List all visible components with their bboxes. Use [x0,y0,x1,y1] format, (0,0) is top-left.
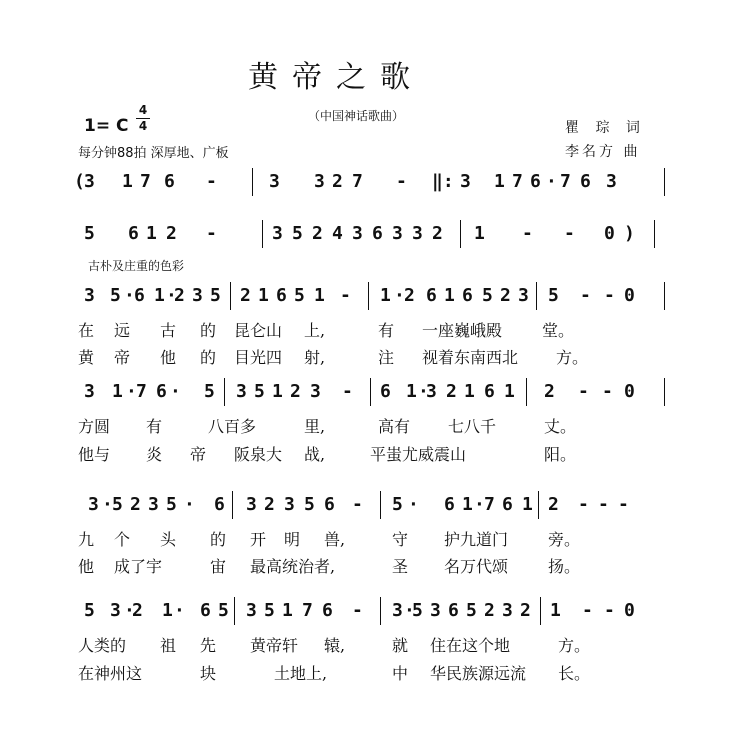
lyric: 他 [160,348,177,367]
note: 2 [446,381,457,402]
note: - [580,285,591,306]
note: 6 [128,223,139,244]
note: 1 [444,285,455,306]
lyricist-credit: 瞿 琮 词 [565,120,646,136]
note: 5 [166,494,177,515]
note: - [352,494,363,515]
note: 2 [174,285,185,306]
notation-row [74,284,674,314]
barline [538,491,539,519]
note: 5 [392,494,403,515]
note: 5 [110,285,121,306]
note: 6 [444,494,455,515]
note: 2 [166,223,177,244]
note: 2 [404,285,415,306]
note: - [598,494,609,515]
note: 3 [272,223,283,244]
lyric-row [74,633,674,655]
lyric-row [74,442,674,464]
lyric: 扬。 [548,557,581,576]
note: 5 [112,494,123,515]
note: 2 [130,494,141,515]
note: 6 [276,285,287,306]
lyric-row [74,554,674,576]
barline [234,597,235,625]
lyric: 人类的 [78,636,127,655]
note: 6 [372,223,383,244]
lyric: 炎 [146,445,163,464]
note: 5 [548,285,559,306]
note: 7 [560,171,571,192]
note: 2 [264,494,275,515]
note: 1 [154,285,165,306]
lyric: 战, [304,445,326,464]
lyric: 堂。 [542,321,575,340]
barline [664,282,665,310]
time-signature [136,104,150,133]
note: 5 [304,494,315,515]
note: 3 [84,285,95,306]
note: 1 [282,600,293,621]
note: 1 [272,381,283,402]
note: 7 [512,171,523,192]
barline [230,282,231,310]
note: - [564,223,575,244]
lyric: 有 [146,417,163,436]
note: 5 [292,223,303,244]
lyric: 祖 [160,636,177,655]
note: · [124,285,135,306]
note: 6 [156,381,167,402]
note: · [126,381,137,402]
note: 6 [134,285,145,306]
barline [380,597,381,625]
note: 3 [236,381,247,402]
lyric: 宙 [210,557,227,576]
lyric: 兽, [324,530,346,549]
note: ) [624,223,635,244]
composer-credit: 李名方 曲 [565,144,641,160]
note: 3 [284,494,295,515]
note: - [342,381,353,402]
lyric: 方。 [556,348,589,367]
note: 3 [460,171,471,192]
note: · [408,494,419,515]
note: 1 [122,171,133,192]
note: 6 [214,494,225,515]
note: 2 [132,600,143,621]
time-signature-top: 4 [138,103,148,117]
note: 1 [146,223,157,244]
note: 1 [314,285,325,306]
note: 5 [84,600,95,621]
note: 7 [136,381,147,402]
barline [370,378,371,406]
lyric: 注 [378,348,395,367]
note: 5 [218,600,229,621]
lyric-row [74,661,674,683]
lyric: 先 [200,636,217,655]
note: ‖: [432,171,454,192]
time-signature-bottom: 4 [138,119,148,133]
note: 3 [430,600,441,621]
lyric: 古 [160,321,177,340]
note: 1 [504,381,515,402]
note: 3 [310,381,321,402]
note: 3 [269,171,280,192]
lyric: 旁。 [548,530,581,549]
note: 3 [518,285,529,306]
note: · [418,381,429,402]
lyric: 里, [304,417,326,436]
note: 3 [606,171,617,192]
note: · [474,494,485,515]
lyric: 明 [284,530,301,549]
note: 5 [204,381,215,402]
lyric: 成了宇 [114,557,163,576]
notation-row [74,222,674,252]
note: 2 [290,381,301,402]
note: 0 [604,223,615,244]
lyric: 阪泉大 [234,445,283,464]
lyric: 他与 [78,445,111,464]
lyric: 长。 [558,664,591,683]
note: 2 [312,223,323,244]
lyric: 在神州这 [78,664,143,683]
note: 5 [412,600,423,621]
lyric: 昆仑山 [234,321,283,340]
note: 1 [380,285,391,306]
note: 3 [110,600,121,621]
lyric: 名万代颂 [444,557,509,576]
lyric: 的 [200,348,217,367]
note: 1 [474,223,485,244]
barline [368,282,369,310]
lyric: 九 [78,530,95,549]
note: 6 [200,600,211,621]
note: · [170,381,181,402]
barline [526,378,527,406]
note: 7 [352,171,363,192]
note: 5 [466,600,477,621]
note: 1 [462,494,473,515]
note: · [102,494,113,515]
note: 6 [380,381,391,402]
lyric: 视着东南西北 [422,348,519,367]
note: - [206,171,217,192]
lyric: 华民族源远流 [430,664,527,683]
lyric: 有 [378,321,395,340]
note: 1 [522,494,533,515]
note: 2 [332,171,343,192]
barline [664,378,665,406]
note: 1 [550,600,561,621]
note: 3 [412,223,423,244]
note: 1 [112,381,123,402]
note: 3 [392,223,403,244]
note: - [582,600,593,621]
note: ( [74,171,85,192]
lyric: 护九道门 [444,530,509,549]
notation-row [74,170,674,200]
lyric: 圣 [392,557,409,576]
lyric: 的 [200,321,217,340]
note: 6 [502,494,513,515]
lyric: 帝 [114,348,131,367]
note: - [604,285,615,306]
barline [460,220,461,248]
note: 2 [432,223,443,244]
note: 2 [484,600,495,621]
lyric: 的 [210,530,227,549]
barline [262,220,263,248]
note: 1 [258,285,269,306]
note: · [404,600,415,621]
note: 5 [482,285,493,306]
lyric: 高有 [378,417,411,436]
lyric: 方圆 [78,417,111,436]
lyric: 块 [200,664,217,683]
note: - [206,223,217,244]
note: 4 [332,223,343,244]
note: 3 [502,600,513,621]
lyric: 头 [160,530,177,549]
note: 7 [302,600,313,621]
note: 2 [548,494,559,515]
lyric: 远 [114,321,131,340]
note: 2 [520,600,531,621]
note: 3 [392,600,403,621]
note: - [522,223,533,244]
note: 3 [84,171,95,192]
lyric: 目光四 [234,348,283,367]
lyric: 帝 [190,445,207,464]
lyric: 丈。 [544,417,577,436]
note: 1 [464,381,475,402]
lyric: 射, [304,348,326,367]
lyric: 辕, [324,636,346,655]
lyric: 一座巍峨殿 [422,321,503,340]
note: 3 [314,171,325,192]
note: · [166,285,177,306]
note: - [604,600,615,621]
lyric: 个 [114,530,131,549]
note: 3 [246,600,257,621]
tempo-marking: 每分钟88拍 深厚地、广板 [78,146,229,161]
lyric: 他 [78,557,95,576]
note: 1 [494,171,505,192]
note: 3 [352,223,363,244]
lyric-row [74,318,674,340]
lyric: 平蚩尤威震山 [370,445,467,464]
barline [252,168,253,196]
note: 1 [162,600,173,621]
note: 5 [254,381,265,402]
note: 3 [192,285,203,306]
note: · [546,171,557,192]
note: - [578,381,589,402]
note: 3 [148,494,159,515]
lyric: 八百多 [208,417,257,436]
note: · [124,600,135,621]
lyric: 方。 [558,636,591,655]
notation-row [74,493,674,523]
subtitle: （中国神话歌曲） [308,109,405,123]
note: 6 [426,285,437,306]
lyric: 最高统治者, [250,557,336,576]
note: 5 [210,285,221,306]
note: 7 [484,494,495,515]
lyric-row [74,414,674,436]
note: · [394,285,405,306]
barline [540,597,541,625]
note: 3 [246,494,257,515]
note: · [184,494,195,515]
note: - [618,494,629,515]
note: 3 [426,381,437,402]
note: 5 [264,600,275,621]
lyric: 中 [392,664,409,683]
note: 2 [240,285,251,306]
lyric: 守 [392,530,409,549]
note: 0 [624,285,635,306]
note: - [396,171,407,192]
song-title: 黄帝之歌 [248,60,424,95]
note: 6 [322,600,333,621]
barline [224,378,225,406]
note: 5 [294,285,305,306]
note: - [340,285,351,306]
lyric: 开 [250,530,267,549]
key-signature: 1= C [84,116,129,136]
note: 6 [580,171,591,192]
note: 6 [448,600,459,621]
lyric-row [74,527,674,549]
note: 0 [624,381,635,402]
note: 6 [484,381,495,402]
notation-row [74,380,674,410]
barline [536,282,537,310]
note: 7 [140,171,151,192]
lyric: 住在这个地 [430,636,511,655]
note: 5 [84,223,95,244]
lyric: 在 [78,321,95,340]
lyric: 黄帝轩 [250,636,299,655]
lyric: 黄 [78,348,95,367]
note: 6 [324,494,335,515]
note: 6 [462,285,473,306]
note: 3 [84,381,95,402]
lyric: 阳。 [544,445,577,464]
lyric: 七八千 [448,417,497,436]
note: 1 [406,381,417,402]
note: · [174,600,185,621]
note: 0 [624,600,635,621]
lyric: 就 [392,636,409,655]
note: 6 [164,171,175,192]
note: - [352,600,363,621]
lyric-row [74,345,674,367]
expression-marking: 古朴及庄重的色彩 [88,259,185,273]
note: - [578,494,589,515]
note: - [602,381,613,402]
barline [654,220,655,248]
barline [380,491,381,519]
lyric: 土地上, [274,664,328,683]
note: 2 [500,285,511,306]
barline [664,168,665,196]
lyric: 上, [304,321,326,340]
barline [232,491,233,519]
note: 2 [544,381,555,402]
notation-row [74,599,674,629]
note: 3 [88,494,99,515]
note: 6 [530,171,541,192]
